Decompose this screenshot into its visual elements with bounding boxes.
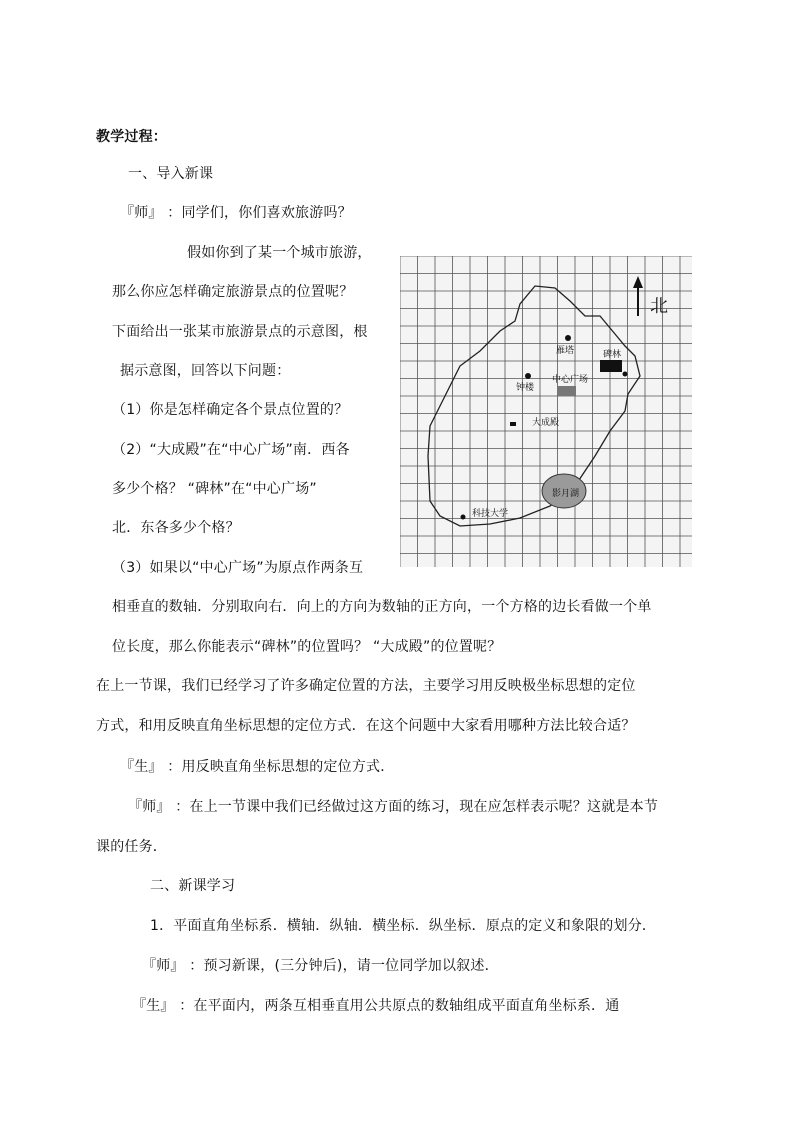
yanta-marker	[565, 335, 571, 341]
body-line: 位长度，那么你能表示“碑林”的位置吗？ “大成殿”的位置呢？	[112, 639, 502, 655]
student-answer: 『生』 ：用反映直角坐标思想的定位方式．	[120, 759, 395, 775]
body-line: 方式，和用反映直角坐标思想的定位方式．在这个问题中大家看用哪种方法比较合适？	[96, 718, 636, 734]
intro-line: 假如你到了某一个城市旅游，	[187, 245, 372, 261]
teacher-line: 『师』 ：预习新课，(三分钟后)，请一位同学加以叙述．	[142, 958, 499, 974]
body-line: 相垂直的数轴．分别取向右．向上的方向为数轴的正方向，一个方格的边长看做一个单	[112, 599, 652, 615]
zhonglou-marker	[525, 373, 531, 379]
question-2: （2）“大成殿”在“中心广场”南．西各	[112, 442, 350, 458]
teacher-question: 『师』 ：同学们，你们喜欢旅游吗？	[120, 205, 352, 221]
question-3: （3）如果以“中心广场”为原点作两条互	[112, 560, 364, 576]
beilin-label: 碑林	[603, 350, 622, 360]
intro-line: 下面给出一张某市旅游景点的示意图，根	[112, 324, 368, 340]
body-line: 课的任务．	[96, 839, 167, 855]
keji-label: 科技大学	[472, 509, 509, 519]
tourist-map	[400, 256, 692, 567]
zhongxin-marker	[558, 386, 576, 396]
intro-line: 那么你应怎样确定旅游景点的位置呢？	[112, 284, 354, 300]
teacher-line: 『师』 ：在上一节课中我们已经做过这方面的练习，现在应怎样表示呢？这就是本节	[128, 799, 659, 815]
north-label: 北	[650, 296, 668, 317]
section-title-intro: 一、导入新课	[128, 166, 214, 182]
dachengdian-label: 大成殿	[532, 418, 560, 428]
heading: 教学过程：	[96, 129, 167, 145]
body-line: 1．平面直角坐标系．横轴．纵轴．横坐标．纵坐标．原点的定义和象限的划分．	[150, 918, 657, 934]
question-1: （1）你是怎样确定各个景点位置的？	[112, 402, 349, 418]
student-line: 『生』 ：在平面内，两条互相垂直用公共原点的数轴组成平面直角坐标系．通	[132, 998, 620, 1014]
zhonglou-label: 钟楼	[516, 383, 535, 393]
section-title-new: 二、新课学习	[150, 878, 236, 894]
yingyuehu-label: 影月湖	[552, 489, 580, 499]
question-2-cont: 北．东各多少个格？	[112, 520, 240, 536]
dachengdian-marker	[510, 422, 516, 426]
yanta-label: 雁塔	[556, 346, 575, 356]
beilin-marker	[600, 360, 622, 372]
intro-line: 据示意图，回答以下问题：	[120, 363, 291, 379]
question-2-cont: 多少个格？ “碑林”在“中心广场”	[112, 481, 317, 497]
body-line: 在上一节课，我们已经学习了许多确定位置的方法，主要学习用反映极坐标思想的定位	[96, 678, 636, 694]
zhongxin-label: 中心广场	[552, 375, 589, 385]
keji-marker	[461, 515, 466, 520]
